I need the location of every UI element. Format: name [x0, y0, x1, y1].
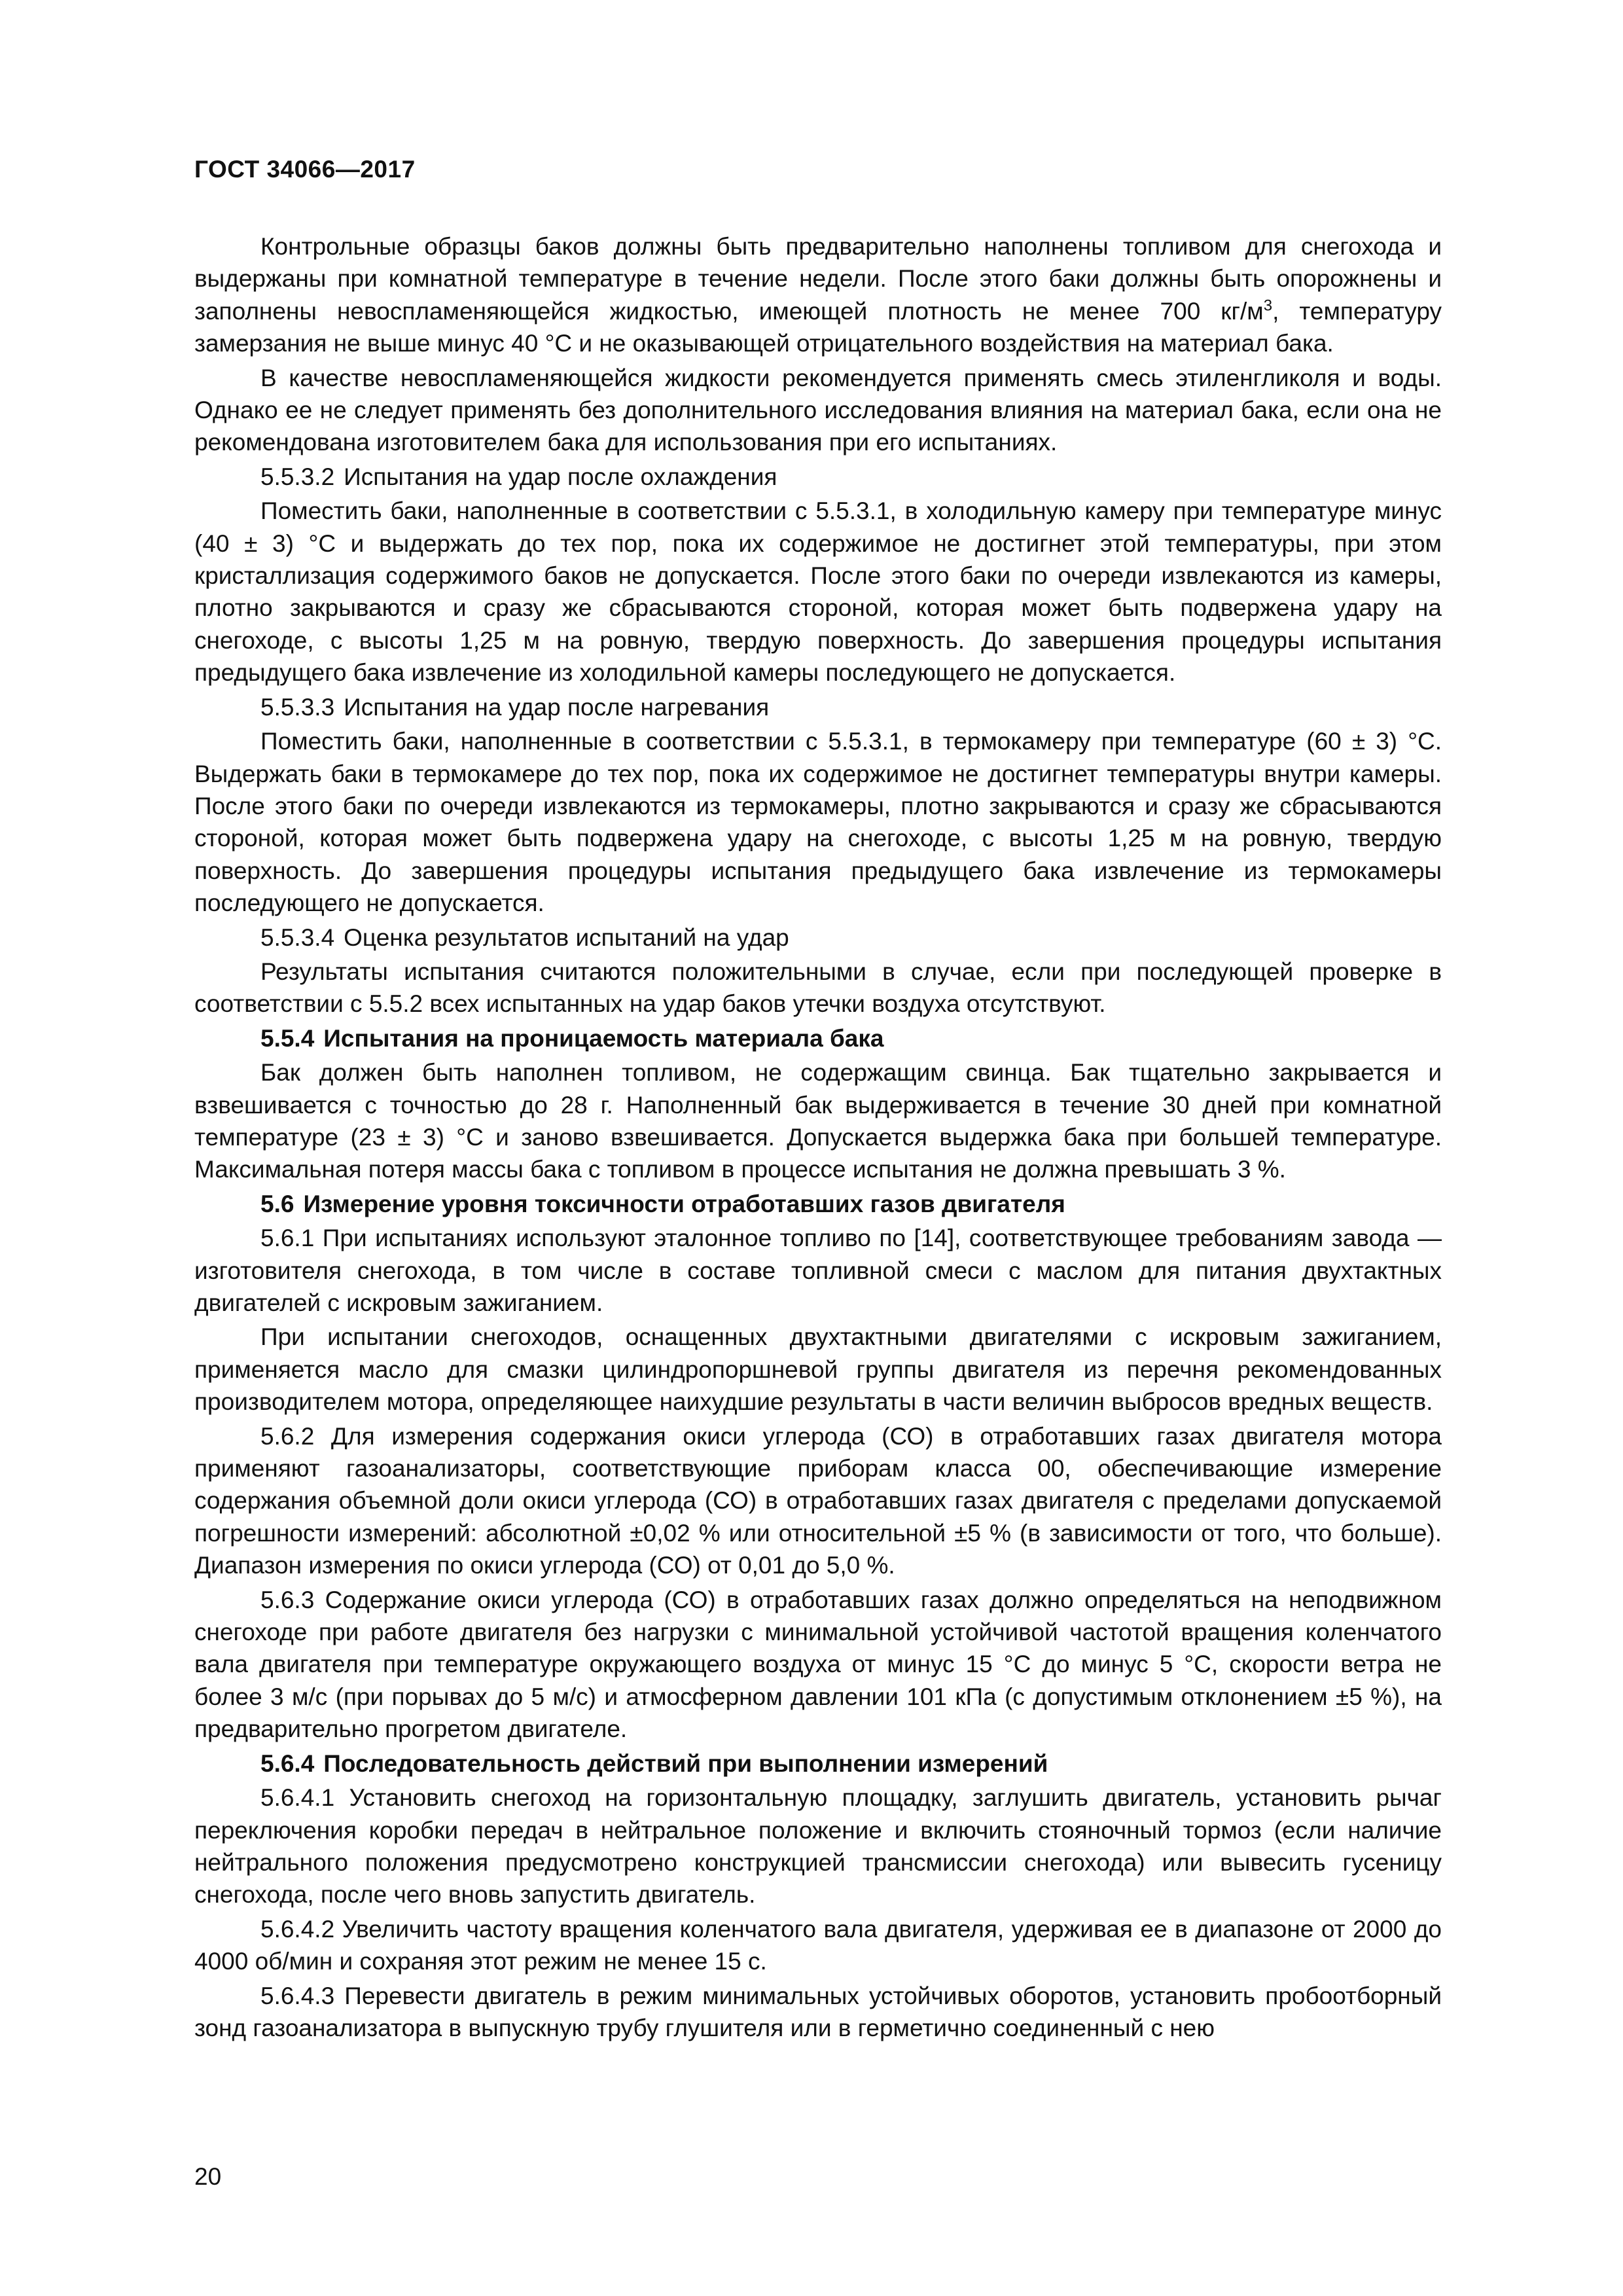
- paragraph: В качестве невоспламеняющейся жидкости рекомендуется применять смесь этиленгликоля и воды. Однако ее не следует применять без дополнительного исследования влияния на материал бака, если она не рекомендована изготовителем бака для использования при его испытаниях.: [194, 364, 1442, 456]
- paragraph: Поместить баки, наполненные в соответствии с 5.5.3.1, в термокамеру при температуре (60 ± 3) °С. Выдержать баки в термокамере до тех пор, пока их содержимое не достигнет температуры внутри камеры. После этого баки по очереди извлекаются из термокамеры, плотно закрываются и сразу же сбрасываются стороной, которая может быть подвержена удару на снегоходе, с высоты 1,25 м на ровную, твердую поверхность. До завершения процедуры испытания предыдущего бака извлечение из термокамеры последующего не допускается.: [194, 728, 1442, 917]
- section-heading: 5.6 Измерение уровня токсичности отработавших газов двигателя: [260, 1190, 1065, 1217]
- paragraph: Контрольные образцы баков должны быть предварительно наполнены топливом для снегохода и выдержаны при комнатной температуре в течение недели. После этого баки должны быть опорожнены и заполнены невоспламеняющейся жидкостью, имеющей плотность не менее 700 $кг/м^3$, температуру замерзания не выше минус 40 °С и не оказывающей отрицательного воздействия на материал бака.: [194, 233, 1442, 357]
- section-number: 5.6.4: [260, 1749, 315, 1777]
- paragraph: 5.6.4.1 Установить снегоход на горизонтальную площадку, заглушить двигатель, установить рычаг переключения коробки передач в нейтральное положение и включить стояночный тормоз (если наличие нейтрального положения предусмотрено конструкцией трансмиссии снегохода) или вывесить гусеницу снегохода, после чего вновь запустить двигатель.: [194, 1784, 1442, 1909]
- section-number: 5.5.3.4: [260, 924, 335, 951]
- subsection-title: 5.5.3.2 Испытания на удар после охлаждения: [260, 463, 777, 490]
- section-heading: 5.5.4 Испытания на проницаемость материала бака: [260, 1024, 884, 1052]
- section-heading: 5.6.4 Последовательность действий при выполнении измерений: [260, 1749, 1048, 1777]
- superscript: 3: [1263, 296, 1273, 315]
- page-body: [194, 230, 1442, 2046]
- section-number: 5.6: [260, 1190, 294, 1217]
- paragraph: 5.6.4.3 Перевести двигатель в режим минимальных устойчивых оборотов, установить пробоотборный зонд газоанализатора в выпускную трубу глушителя или в герметично соединенный с нею: [194, 1982, 1442, 2041]
- paragraph: При испытании снегоходов, оснащенных двухтактными двигателями с искровым зажиганием, применяется масло для смазки цилиндропоршневой группы двигателя из перечня рекомендованных производителем мотора, определяющее наихудшие результаты в части величин выбросов вредных веществ.: [194, 1323, 1442, 1416]
- paragraph: 5.6.1 При испытаниях используют эталонное топливо по [14], соответствующее требованиям завода — изготовителя снегохода, в том числе в составе топливной смеси с маслом для питания двухтактных двигателей с искровым зажиганием.: [194, 1225, 1442, 1316]
- standard-header: ГОСТ 34066—2017: [194, 156, 416, 183]
- page-number: 20: [194, 2163, 222, 2190]
- paragraph: Поместить баки, наполненные в соответствии с 5.5.3.1, в холодильную камеру при температуре минус (40 ± 3) °С и выдержать до тех пор, пока их содержимое не достигнет этой температуры, при этом кристаллизация содержимого баков не допускается. После этого баки по очереди извлекаются из камеры, плотно закрываются и сразу же сбрасываются стороной, которая может быть подвержена удару на снегоходе, с высоты 1,25 м на ровную, твердую поверхность. До завершения процедуры испытания предыдущего бака извлечение из холодильной камеры последующего не допускается.: [194, 497, 1442, 687]
- paragraph: 5.6.4.2 Увеличить частоту вращения коленчатого вала двигателя, удерживая ее в диапазоне от 2000 до 4000 об/мин и сохраняя этот режим не менее 15 с.: [194, 1915, 1442, 1975]
- section-number: 5.5.3.2: [260, 463, 335, 490]
- section-number: 5.5.3.3: [260, 693, 335, 721]
- paragraph: 5.6.3 Содержание окиси углерода (СО) в отработавших газах должно определяться на неподвижном снегоходе при работе двигателя без нагрузки с минимальной устойчивой частотой вращения коленчатого вала двигателя при температуре окружающего воздуха от минус 15 °С до минус 5 °С, скорости ветра не более 3 м/с (при порывах до 5 м/с) и атмосферном давлении 101 кПа (с допустимым отклонением ±5 %), на предварительно прогретом двигателе.: [194, 1586, 1442, 1743]
- subsection-title: 5.5.3.4 Оценка результатов испытаний на удар: [260, 924, 789, 951]
- section-number: 5.5.4: [260, 1024, 315, 1052]
- subsection-title: 5.5.3.3 Испытания на удар после нагревания: [260, 693, 770, 721]
- paragraph: 5.6.2 Для измерения содержания окиси углерода (СО) в отработавших газах двигателя мотора применяют газоанализаторы, соответствующие приборам класса 00, обеспечивающие измерение содержания объемной доли окиси углерода (СО) в отработавших газах двигателя с пределами допускаемой погрешности измерений: абсолютной ±0,02 % или относительной ±5 % (в зависимости от того, что больше). Диапазон измерения по окиси углерода (СО) от 0,01 до 5,0 %.: [194, 1422, 1442, 1579]
- paragraph: Результаты испытания считаются положительными в случае, если при последующей проверке в соответствии с 5.5.2 всех испытанных на удар баков утечки воздуха отсутствуют.: [194, 958, 1442, 1018]
- paragraph: Бак должен быть наполнен топливом, не содержащим свинца. Бак тщательно закрывается и взвешивается с точностью до 28 г. Наполненный бак выдерживается в течение 30 дней при комнатной температуре (23 ± 3) °С и заново взвешивается. Допускается выдержка бака при большей температуре. Максимальная потеря массы бака с топливом в процессе испытания не должна превышать 3 %.: [194, 1059, 1442, 1183]
